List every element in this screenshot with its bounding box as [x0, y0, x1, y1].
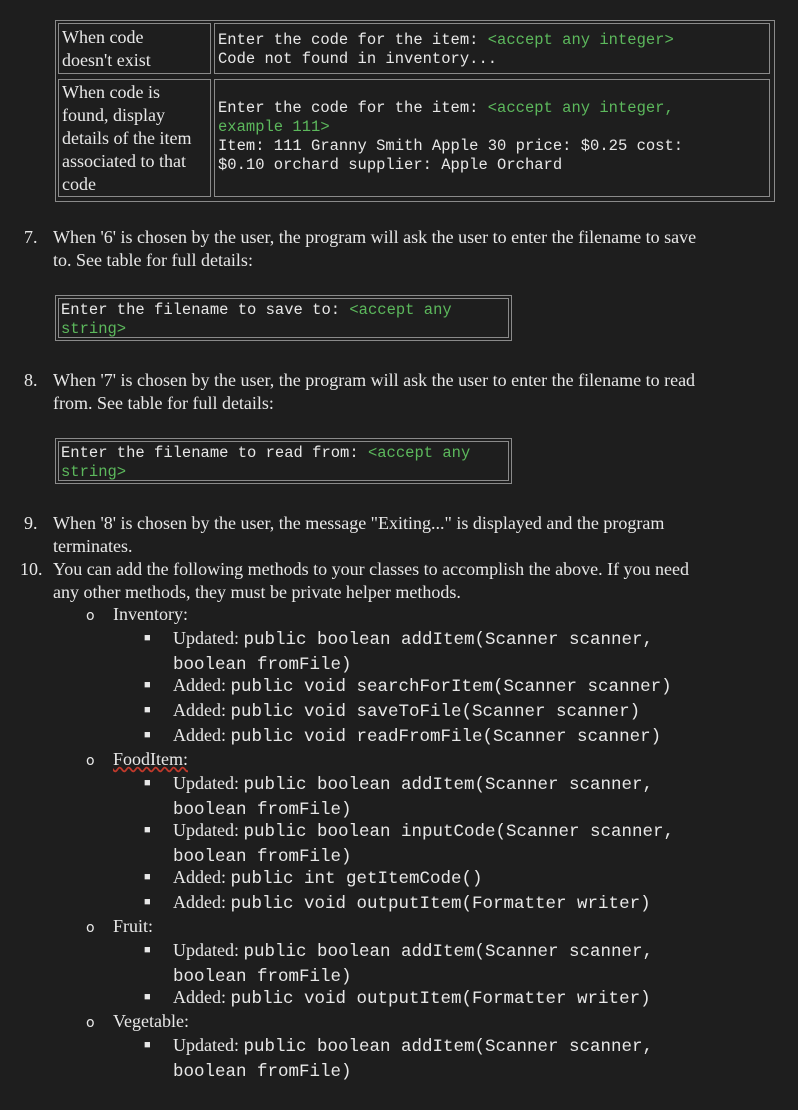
square-bullet-icon: ■ — [144, 729, 151, 741]
circle-bullet-icon: o — [86, 753, 95, 769]
table-row-2-description: When code is found, display details of the item associated to that code — [58, 79, 211, 197]
circle-bullet-icon: o — [86, 608, 95, 624]
circle-bullet-icon: o — [86, 1015, 95, 1031]
square-bullet-icon: ■ — [144, 991, 151, 1003]
save-prompt-box: Enter the filename to save to: <accept any string> — [55, 295, 512, 341]
class-inventory: o Inventory: — [86, 604, 188, 624]
requirements-table — [55, 20, 775, 202]
class-vegetable: o Vegetable: — [86, 1011, 189, 1031]
square-bullet-icon: ■ — [144, 777, 151, 789]
class-fooditem: o FoodItem: — [86, 749, 188, 769]
square-bullet-icon: ■ — [144, 896, 151, 908]
circle-bullet-icon: o — [86, 920, 95, 936]
table-row-2-output: Enter the code for the item: <accept any integer, example 111> Item: 111 Granny Smith Apple 30 price: $0.25 cost: $0.10 orchard supplier: Apple Orchard — [214, 79, 770, 197]
square-bullet-icon: ■ — [144, 944, 151, 956]
table-row-1-description: When code doesn't exist — [58, 23, 211, 74]
list-item-7: 7. When '6' is chosen by the user, the program will ask the user to enter the filename to save to. See table for full details: — [24, 227, 697, 270]
square-bullet-icon: ■ — [144, 824, 151, 836]
square-bullet-icon: ■ — [144, 871, 151, 883]
read-prompt-box: Enter the filename to read from: <accept any string> — [55, 438, 512, 484]
class-fruit: o Fruit: — [86, 916, 154, 936]
square-bullet-icon: ■ — [144, 704, 151, 716]
square-bullet-icon: ■ — [144, 632, 151, 644]
list-item-9: 9. When '8' is chosen by the user, the message "Exiting..." is displayed and the program terminates. — [24, 513, 665, 556]
table-row-1-output: Enter the code for the item: <accept any integer> Code not found in inventory... — [214, 23, 770, 74]
square-bullet-icon: ■ — [144, 679, 151, 691]
square-bullet-icon: ■ — [144, 1039, 151, 1051]
list-item-8: 8. When '7' is chosen by the user, the program will ask the user to enter the filename to read from. See table for full details: — [24, 370, 696, 413]
list-item-10: 10. You can add the following methods to your classes to accomplish the above. If you need any other methods, they must be private helper methods. — [20, 559, 690, 602]
